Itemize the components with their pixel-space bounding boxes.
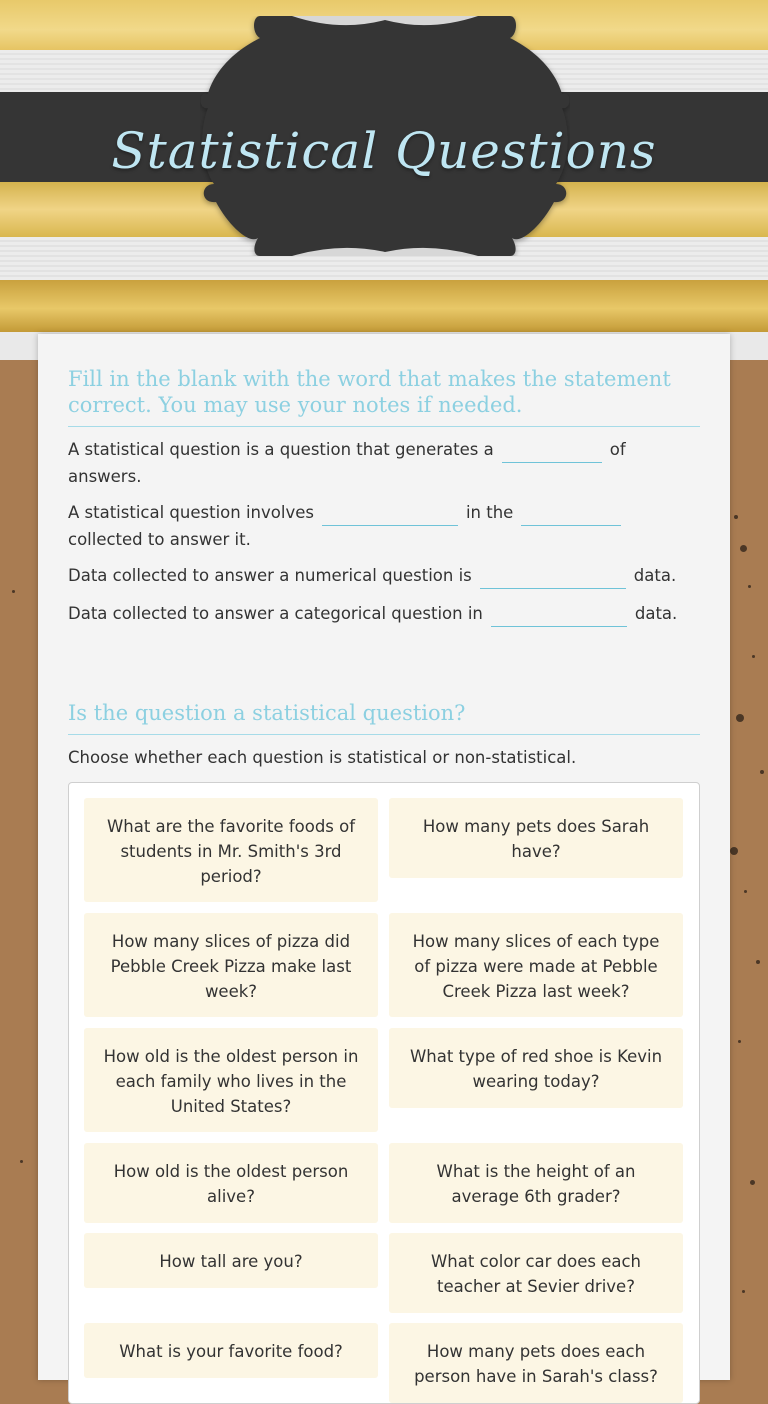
blank-input-1[interactable] (502, 440, 602, 463)
question-choice-grid (68, 782, 700, 1404)
statistical-heading: Is the question a statistical question? (68, 700, 700, 735)
question-chip[interactable]: What is your favorite food? (84, 1323, 378, 1378)
fill-in-item-2: A statistical question involves in the collected to answer it. (68, 499, 700, 553)
question-chip[interactable]: How many pets does Sarah have? (389, 798, 683, 878)
fill-in-item-3: Data collected to answer a numerical question is data. (68, 562, 700, 589)
question-chip[interactable]: What color car does each teacher at Sevier drive? (389, 1233, 683, 1313)
question-chip[interactable]: How many pets does each person have in Sarah's class? (389, 1323, 683, 1403)
worksheet-card (38, 334, 730, 1386)
question-chip[interactable]: How tall are you? (84, 1233, 378, 1288)
blank-input-5[interactable] (491, 604, 627, 627)
question-chip[interactable]: What is the height of an average 6th grader? (389, 1143, 683, 1223)
instruction-text: Choose whether each question is statistical or non-statistical. (68, 748, 577, 767)
gold-stripe (0, 280, 768, 332)
question-chip[interactable]: How many slices of each type of pizza were made at Pebble Creek Pizza last week? (389, 913, 683, 1017)
question-chip[interactable]: How old is the oldest person alive? (84, 1143, 378, 1223)
fill-in-item-4: Data collected to answer a categorical question in data. (68, 600, 700, 627)
header-banner (0, 0, 768, 360)
blank-input-4[interactable] (480, 566, 626, 589)
question-chip[interactable]: How old is the oldest person in each family who lives in the United States? (84, 1028, 378, 1132)
fill-in-item-1: A statistical question is a question that generates a of answers. (68, 440, 626, 486)
blank-input-2[interactable] (322, 503, 458, 526)
question-chip[interactable]: How many slices of pizza did Pebble Creek Pizza make last week? (84, 913, 378, 1017)
question-chip[interactable]: What are the favorite foods of students in Mr. Smith's 3rd period? (84, 798, 378, 902)
question-chip[interactable]: What type of red shoe is Kevin wearing today? (389, 1028, 683, 1108)
blank-input-3[interactable] (521, 503, 621, 526)
page-title: Statistical Questions (111, 122, 657, 180)
fill-in-heading: Fill in the blank with the word that makes the statement correct. You may use your notes if needed. (68, 366, 700, 427)
